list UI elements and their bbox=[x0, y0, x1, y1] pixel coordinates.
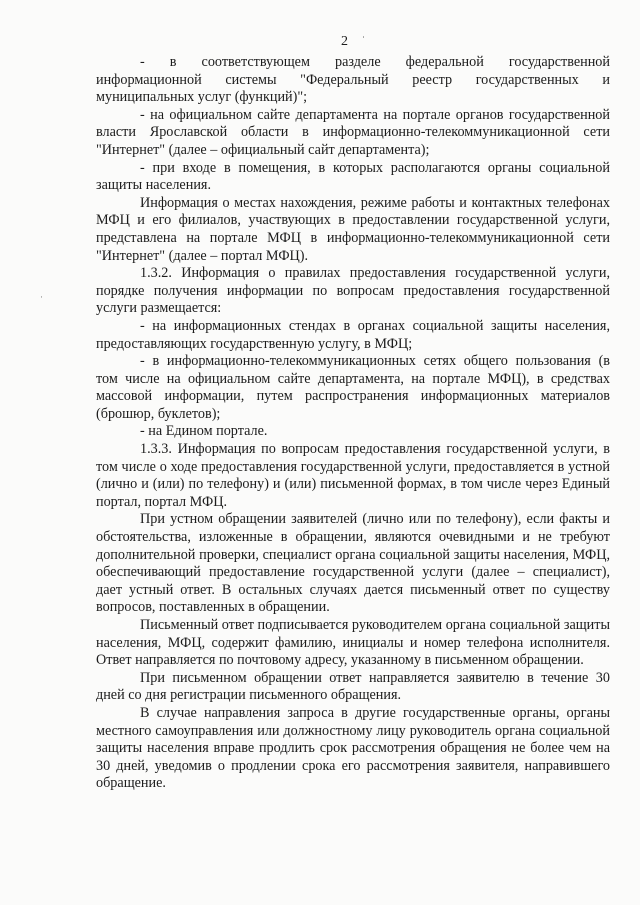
paragraph-response-deadline: При письменном обращении ответ направляется заявителю в течение 30 дней со дня регистрации письменного обращения. bbox=[96, 669, 610, 704]
paragraph-public-networks: - в информационно-телекоммуникационных сетях общего пользования (в том числе на официальном сайте департамента, на портале МФЦ), в средствах массовой информации, путем распространения информационных материалов (брошюр, буклетов); bbox=[96, 353, 610, 422]
paragraph-oral-request: При устном обращении заявителей (лично или по телефону), если факты и обстоятельства, изложенные в обращении, являются очевидными и не требуют дополнительной проверки, специалист органа социальной защиты населения, МФЦ, обеспечивающий предоставление государственной услуги (далее – специалист), дает устный ответ. В остальных случаях дается письменный ответ по существу вопросов, поставленных в обращении. bbox=[96, 511, 610, 616]
page-number-mark: ˙ bbox=[362, 35, 365, 45]
page-number-value: 2 bbox=[341, 34, 348, 49]
paragraph-official-site: - на официальном сайте департамента на портале органов государственной власти Ярославской области в информационно-телекоммуникационной сети "Интернет" (далее – официальный сайт департамента); bbox=[96, 106, 610, 158]
paragraph-term-extension: В случае направления запроса в другие государственные органы, органы местного самоуправления или должностному лицу руководитель органа социальной защиты населения вправе продлить срок рассмотрения обращения не более чем на 30 дней, уведомив о продлении срока его рассмотрения заявителя, направившего обращение. bbox=[96, 704, 610, 792]
paragraph-1-3-2: 1.3.2. Информация о правилах предоставления государственной услуги, порядке получения информации по вопросам предоставления государственной услуги размещается: bbox=[96, 265, 610, 317]
paragraph-mfc-locations: Информация о местах нахождения, режиме работы и контактных телефонах МФЦ и его филиалов, участвующих в предоставлении государственной услуги, представлена на портале МФЦ в информационно-телекоммуникационной сети "Интернет" (далее – портал МФЦ). bbox=[96, 194, 610, 264]
paragraph-info-stands: - на информационных стендах в органах социальной защиты населения, предоставляющих государственную услугу, в МФЦ; bbox=[96, 317, 610, 352]
paragraph-unified-portal: - на Едином портале. bbox=[140, 423, 268, 440]
margin-speck: · bbox=[40, 292, 43, 302]
paragraph-frgu-section: - в соответствующем разделе федеральной государственной информационной системы "Федеральный реестр государственных и муниципальных услуг (функций)"; bbox=[96, 54, 610, 106]
page-number bbox=[96, 32, 610, 54]
paragraph-premises-entrance: - при входе в помещения, в которых располагаются органы социальной защиты населения. bbox=[96, 159, 610, 194]
paragraph-1-3-3: 1.3.3. Информация по вопросам предоставления государственной услуги, в том числе о ходе предоставления государственной услуги, предоставляется в устной (лично и (или) по телефону) и (или) письменной формах, в том числе через Единый портал, портал МФЦ. bbox=[96, 441, 610, 510]
paragraph-written-answer: Письменный ответ подписывается руководителем органа социальной защиты населения, МФЦ, содержит фамилию, инициалы и номер телефона исполнителя. Ответ направляется по почтовому адресу, указанному в письменном обращении. bbox=[96, 617, 610, 669]
